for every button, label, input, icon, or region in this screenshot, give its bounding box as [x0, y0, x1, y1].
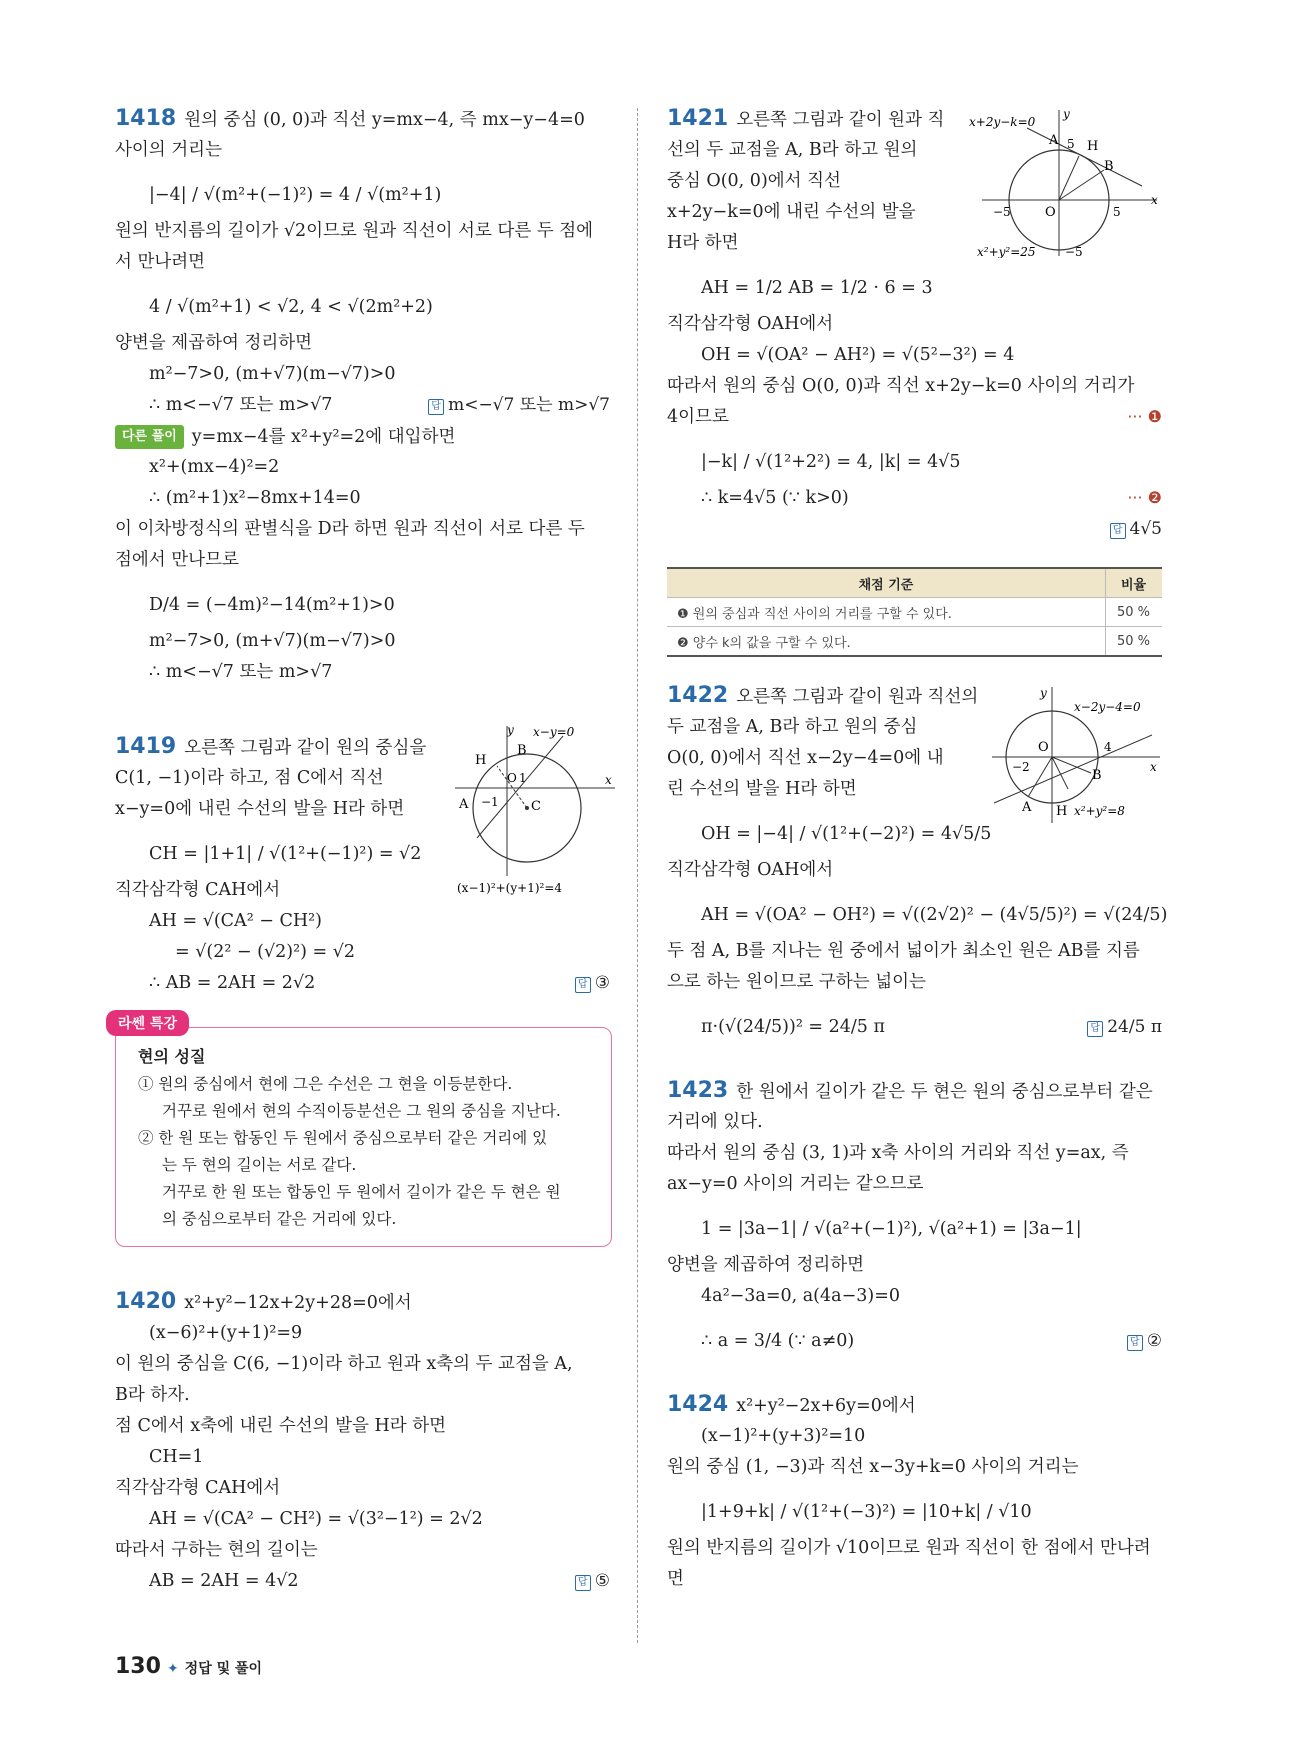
text-line: 서 만나려면: [115, 252, 206, 272]
problem-number: 1420: [115, 1289, 177, 1314]
point-label: B: [517, 743, 527, 758]
alt-solution-badge: 다른 풀이: [115, 425, 184, 449]
answer: 답 ⑤: [575, 1570, 610, 1592]
text-line: 린 수선의 발을 H라 하면: [667, 779, 857, 799]
text-line: 따라서 원의 중심 O(0, 0)과 직선 x+2y−k=0 사이의 거리가: [667, 376, 1135, 396]
point-label: O: [1045, 205, 1056, 220]
formula-line: (x−1)²+(y+3)²=10: [701, 1426, 866, 1446]
tip-line: 거꾸로 한 원 또는 합동인 두 원에서 길이가 같은 두 현은 원: [162, 1183, 561, 1201]
formula-line: CH=1: [149, 1447, 204, 1467]
scoring-table: [667, 567, 1162, 657]
text-line: 원의 반지름의 길이가 √2이므로 원과 직선이 서로 다른 두 점에: [115, 221, 594, 241]
left-column: [115, 108, 610, 1601]
tip-line: ② 한 원 또는 합동인 두 원에서 중심으로부터 같은 거리에 있: [138, 1129, 548, 1147]
point-label: −5: [993, 205, 1011, 219]
text-line: 사이의 거리는: [115, 140, 222, 160]
axis-y-label: y: [1040, 686, 1047, 700]
step-marker: ··· ❷: [1127, 488, 1162, 507]
text-line: 두 교점을 A, B라 하고 원의 중심: [667, 717, 918, 737]
table-header: 비율: [1106, 568, 1163, 598]
step-marker: ··· ❶: [1127, 407, 1162, 426]
answer-icon: 답: [1110, 523, 1126, 539]
point-label: O: [1038, 740, 1049, 755]
text-line: y=mx−4를 x²+y²=2에 대입하면: [191, 427, 456, 447]
text-line: 거리에 있다.: [667, 1112, 763, 1132]
tip-line: 거꾸로 원에서 현의 수직이등분선은 그 원의 중심을 지난다.: [162, 1102, 561, 1120]
formula-line: m²−7>0, (m+√7)(m−√7)>0: [149, 364, 396, 384]
star-icon: ✦: [166, 1661, 179, 1677]
problem-1422: [667, 683, 1168, 1052]
problem-1423: [667, 1080, 1162, 1366]
text-line: 점에서 만나므로: [115, 550, 239, 570]
figure-1422: [992, 685, 1162, 825]
problem-number: 1419: [115, 734, 177, 759]
point-label: −1: [481, 795, 499, 809]
text-line: 직각삼각형 CAH에서: [115, 1478, 281, 1498]
axis-x-label: x: [605, 773, 612, 787]
formula-line: AH = √(CA² − CH²): [149, 911, 322, 931]
problem-1418: [115, 108, 610, 692]
text-line: B라 하자.: [115, 1385, 190, 1405]
formula-line: ∴ AB = 2AH = 2√2: [149, 973, 316, 993]
figure-1419: [455, 726, 615, 911]
point-label: H: [1087, 139, 1099, 154]
point-label: A: [1022, 800, 1032, 815]
formula-line: OH = √(OA² − AH²) = √(5²−3²) = 4: [701, 345, 1015, 365]
formula-line: (x−6)²+(y+1)²=9: [149, 1323, 303, 1343]
point-label: B: [1092, 768, 1102, 783]
column-divider: [637, 108, 638, 1643]
line-label: x+2y−k=0: [969, 115, 1036, 129]
formula-line: CH = |1+1| / √(1²+(−1)²) = √2: [149, 844, 422, 864]
circle-label: x²+y²=25: [977, 245, 1036, 258]
formula-line: |−k| / √(1²+2²) = 4, |k| = 4√5: [701, 452, 961, 472]
tip-title: 현의 성질: [138, 1047, 206, 1066]
answer: 답 24/5 π: [1087, 1002, 1162, 1052]
answer-icon: 답: [575, 977, 591, 993]
text-line: x²+y²−2x+6y=0에서: [736, 1396, 916, 1416]
text-line: 오른쪽 그림과 같이 원과 직선의: [736, 687, 979, 707]
text-line: 두 점 A, B를 지나는 원 중에서 넓이가 최소인 원은 AB를 지름: [667, 941, 1140, 961]
answer-icon: 답: [575, 1575, 591, 1591]
tip-box: [115, 1016, 612, 1247]
point-label: −5: [1065, 245, 1083, 258]
point-label: A: [459, 797, 469, 812]
circle-label: x²+y²=8: [1074, 804, 1125, 818]
point-label: B: [1104, 159, 1114, 174]
formula-line: x²+(mx−4)²=2: [149, 457, 280, 477]
text-line: 한 원에서 길이가 같은 두 현은 원의 중심으로부터 같은: [736, 1082, 1153, 1102]
answer: 답 ②: [1127, 1316, 1162, 1366]
text-line: 이 원의 중심을 C(6, −1)이라 하고 원과 x축의 두 교점을 A,: [115, 1354, 573, 1374]
formula-line: |−4| / √(m²+(−1)²) = 4 / √(m²+1): [149, 185, 442, 205]
table-header: 채점 기준: [667, 568, 1106, 598]
answer-icon: 답: [1127, 1335, 1143, 1351]
axis-x-label: x: [1151, 193, 1158, 207]
problem-number: 1423: [667, 1078, 729, 1103]
line-label: x−2y−4=0: [1074, 700, 1141, 714]
formula-line: |1+9+k| / √(1²+(−3)²) = |10+k| / √10: [701, 1502, 1032, 1522]
text-line: ax−y=0 사이의 거리는 같으므로: [667, 1174, 924, 1194]
formula-line: AH = √(OA² − OH²) = √((2√2)² − (4√5/5)²) = √(24/5): [701, 905, 1168, 925]
right-column: [667, 106, 1168, 1599]
point-label: 5: [1067, 137, 1075, 151]
point-label: 4: [1104, 740, 1112, 754]
formula-line: m²−7>0, (m+√7)(m−√7)>0: [149, 631, 396, 651]
text-line: 중심 O(0, 0)에서 직선: [667, 171, 841, 191]
text-line: 면: [667, 1569, 684, 1589]
axis-y-label: y: [1063, 108, 1070, 121]
text-line: 직각삼각형 OAH에서: [667, 860, 834, 880]
text-line: 선의 두 교점을 A, B라 하고 원의: [667, 140, 918, 160]
answer-icon: 답: [428, 399, 444, 415]
text-line: 원의 반지름의 길이가 √10이므로 원과 직선이 한 점에서 만나려: [667, 1538, 1151, 1558]
problem-1420: [115, 1291, 610, 1601]
formula-line: ∴ a = 3/4 (∵ a≠0): [701, 1331, 855, 1351]
formula-line: 1 = |3a−1| / √(a²+(−1)²), √(a²+1) = |3a−1|: [701, 1219, 1082, 1239]
text-line: 오른쪽 그림과 같이 원과 직: [736, 110, 945, 130]
formula-line: = √(2² − (√2)²) = √2: [175, 942, 355, 962]
problem-number: 1418: [115, 106, 177, 131]
text-line: 따라서 원의 중심 (3, 1)과 x축 사이의 거리와 직선 y=ax, 즉: [667, 1143, 1129, 1163]
text-line: C(1, −1)이라 하고, 점 C에서 직선: [115, 768, 384, 788]
problem-1419: [115, 726, 612, 1003]
text-line: x+2y−k=0에 내린 수선의 발을: [667, 202, 916, 222]
figure-1421: [967, 108, 1162, 258]
point-label: 1: [519, 771, 527, 785]
page-footer: [115, 1654, 262, 1679]
text-line: 직각삼각형 OAH에서: [667, 314, 834, 334]
formula-line: ∴ (m²+1)x²−8mx+14=0: [149, 488, 361, 508]
formula-line: 4 / √(m²+1) < √2, 4 < √(2m²+2): [149, 297, 433, 317]
formula-line: π·(√(24/5))² = 24/5 π: [701, 1017, 885, 1037]
text-line: 직각삼각형 CAH에서: [115, 880, 281, 900]
formula-line: ∴ k=4√5 (∵ k>0): [701, 488, 849, 508]
axis-y-label: y: [507, 726, 514, 737]
text-line: x²+y²−12x+2y+28=0에서: [184, 1293, 412, 1313]
formula-line: AH = √(CA² − CH²) = √(3²−1²) = 2√2: [149, 1509, 483, 1529]
formula-line: OH = |−4| / √(1²+(−2)²) = 4√5/5: [701, 824, 992, 844]
tip-line: 는 두 현의 길이는 서로 같다.: [162, 1156, 357, 1174]
text-line: 양변을 제곱하여 정리하면: [667, 1255, 865, 1275]
formula-line: ∴ m<−√7 또는 m>√7: [149, 395, 333, 415]
line-label: x−y=0: [533, 726, 575, 739]
point-label: A: [1049, 133, 1059, 148]
text-line: 원의 중심 (1, −3)과 직선 x−3y+k=0 사이의 거리는: [667, 1457, 1079, 1477]
point-label: H: [475, 753, 487, 768]
text-line: 점 C에서 x축에 내린 수선의 발을 H라 하면: [115, 1416, 447, 1436]
answer: 답 m<−√7 또는 m>√7: [428, 394, 610, 416]
problem-1421: [667, 108, 1162, 657]
text-line: 으로 하는 원이므로 구하는 넓이는: [667, 972, 926, 992]
point-label: −2: [1012, 760, 1030, 774]
tip-line: 의 중심으로부터 같은 거리에 있다.: [162, 1210, 397, 1228]
tip-tag: 라쎈 특강: [106, 1010, 189, 1036]
axis-x-label: x: [1150, 760, 1157, 774]
text-line: H라 하면: [667, 233, 739, 253]
point-label: O: [507, 771, 517, 785]
formula-line: AB = 2AH = 4√2: [149, 1571, 299, 1591]
text-line: 오른쪽 그림과 같이 원의 중심을: [184, 738, 427, 758]
text-line: x−y=0에 내린 수선의 발을 H라 하면: [115, 799, 405, 819]
problem-1424: [667, 1394, 1162, 1599]
text-line: 이 이차방정식의 판별식을 D라 하면 원과 직선이 서로 다른 두: [115, 519, 585, 539]
formula-line: 4a²−3a=0, a(4a−3)=0: [701, 1286, 900, 1306]
table-row: ❶ 원의 중심과 직선 사이의 거리를 구할 수 있다. 50 %: [667, 598, 1162, 627]
formula-line: AH = 1/2 AB = 1/2 · 6 = 3: [701, 278, 933, 298]
text-line: 양변을 제곱하여 정리하면: [115, 333, 313, 353]
formula-line: ∴ m<−√7 또는 m>√7: [149, 662, 333, 682]
point-label: H: [1056, 804, 1068, 819]
answer: 답 ③: [575, 972, 610, 994]
answer-icon: 답: [1087, 1021, 1103, 1037]
text-line: 원의 중심 (0, 0)과 직선 y=mx−4, 즉 mx−y−4=0: [184, 110, 585, 130]
text-line: 4이므로: [667, 407, 729, 427]
page-number: 130: [115, 1654, 161, 1679]
circle-label: (x−1)²+(y+1)²=4: [457, 881, 563, 895]
table-row: ❷ 양수 k의 값을 구할 수 있다. 50 %: [667, 627, 1162, 657]
tip-line: ① 원의 중심에서 현에 그은 수선은 그 현을 이등분한다.: [138, 1075, 513, 1093]
answer: 답 4√5: [1110, 518, 1162, 540]
problem-number: 1422: [667, 683, 729, 708]
text-line: 따라서 구하는 현의 길이는: [115, 1540, 318, 1560]
text-line: O(0, 0)에서 직선 x−2y−4=0에 내: [667, 748, 944, 768]
problem-number: 1424: [667, 1392, 729, 1417]
formula-line: D/4 = (−4m)²−14(m²+1)>0: [149, 595, 395, 615]
point-label: C: [531, 799, 541, 814]
problem-number: 1421: [667, 106, 729, 131]
point-label: 5: [1113, 205, 1121, 219]
footer-label: 정답 및 풀이: [184, 1661, 263, 1677]
